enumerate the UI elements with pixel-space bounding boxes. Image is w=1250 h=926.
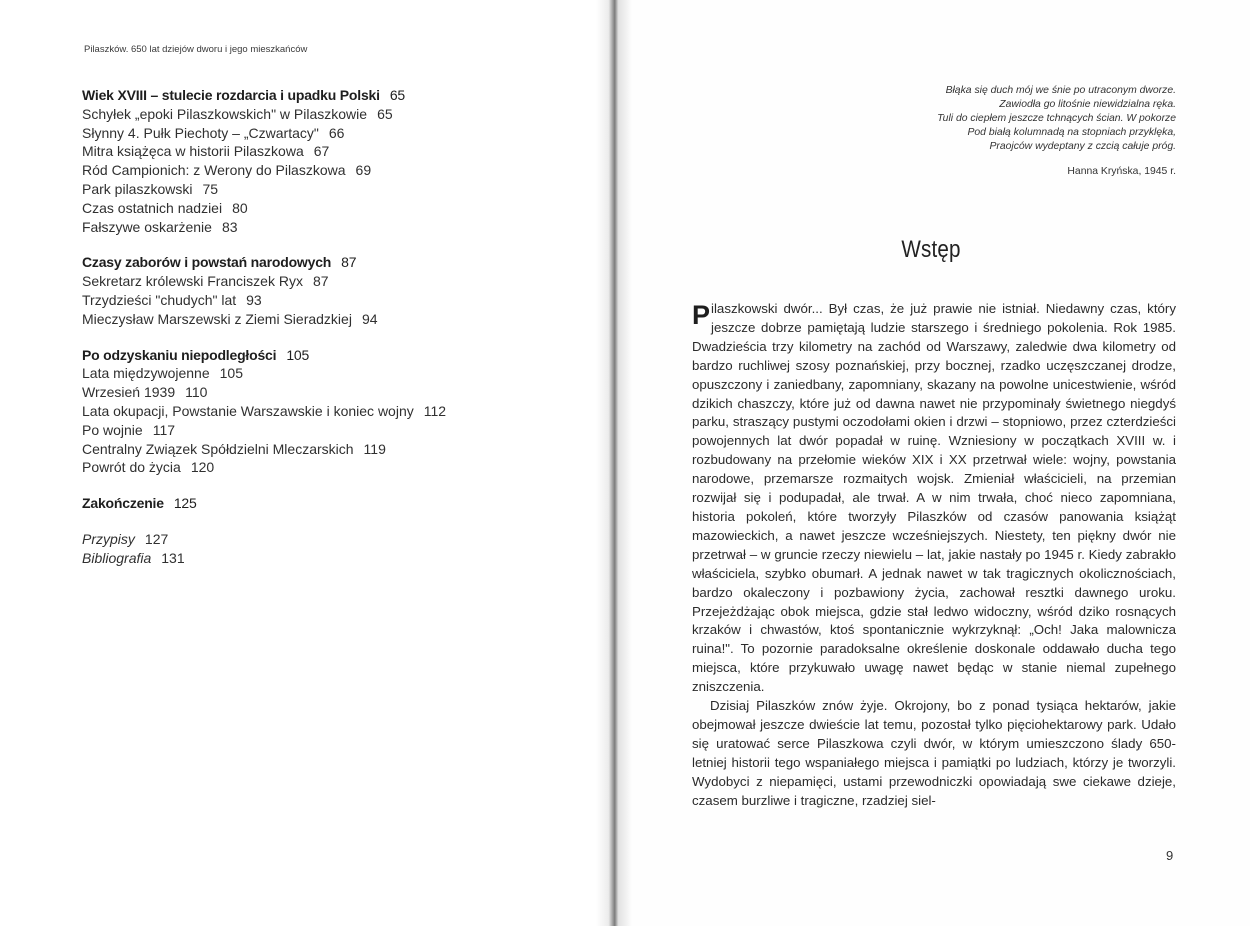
toc-item [82, 383, 582, 402]
toc-item-page: 67 [313, 143, 330, 160]
toc-item [82, 180, 582, 199]
toc-heading-title: Po odzyskaniu niepodległości [82, 346, 277, 363]
toc-item [82, 549, 582, 568]
toc-item [82, 218, 582, 237]
toc-item-page: 131 [161, 549, 185, 566]
book-gutter [596, 0, 632, 926]
page-number: 9 [1166, 848, 1174, 863]
toc-item-page: 80 [232, 199, 248, 216]
toc-item-page: 93 [246, 291, 262, 308]
epigraph-line: Praojców wydeptany z czcią całuje próg. [989, 141, 1176, 152]
toc-heading [82, 494, 582, 513]
toc-item-page: 83 [221, 218, 238, 235]
running-header: Pilaszków. 650 lat dziejów dworu i jego mieszkańców [84, 44, 308, 55]
paragraph: Dzisiaj Pilaszków znów żyje. Okrojony, bo z ponad tysiąca hektarów, jakie obejmował jeszcze dwieście lat temu, pozostał tylko pięciohektarowy park. Udało się uratować serce Pilaszkowa czyli dwór, w którym umieszczono ślady 650-letniej historii tego wspaniałego miejsca i pamiątki po ludziach, którzy je tworzyli. Wydobyci z niepamięci, ustami przewodniczki opowiadają swe ciekawe dzieje, czasem burzliwe i tragiczne, rzadziej siel- [692, 698, 1176, 808]
toc-section [82, 346, 582, 478]
toc-item-page: 66 [328, 124, 345, 141]
toc-section [82, 253, 582, 328]
epigraph-author: Hanna Kryńska, 1945 r. [1067, 166, 1176, 177]
toc-heading [82, 86, 582, 105]
epigraph-line: Błąka się duch mój we śnie po utraconym dworze. [945, 85, 1176, 96]
toc-item [82, 161, 582, 180]
toc-item-title: Przypisy [82, 530, 135, 547]
toc-heading [82, 253, 582, 272]
toc-item-title: Trzydzieści "chudych" lat [82, 291, 237, 308]
epigraph-line: Tuli do ciepłem jeszcze tchnących ścian. W pokorze [937, 113, 1176, 124]
toc-item-title: Wrzesień 1939 [82, 384, 176, 401]
toc-item [82, 291, 582, 310]
paragraph-text: ilaszkowski dwór... Był czas, że już prawie nie istniał. Niedawny czas, który jeszcze dobrze pamiętają ludzie starszego i średniego pokolenia. Rok 1985. Dwadzieścia trzy kilometry na zachód od Warszawy, zaledwie dwa kilometry od bardzo ruchliwej szosy poznańskiej, przy bocznej, rzadko uczęszczanej drodze, opuszczony i zaniedbany, zapomniany, skazany na powolne unicestwienie, wśród dzikich chaszczy, które już od dawna nawet nie przypominały świetnego niegdyś parku, straszący pustymi oczodołami okien i drzwi – stopniowo, przez czterdzieści powojennych lat dwór popadał w ruinę. Wzniesiony w początkach XVIII w. i rozbudowany na przełomie wieków XIX i XX przetrwał wiele: wojny, powstania narodowe, przemarsze rozmaitych wojsk. Zmieniał właścicieli, na przemian rozwijał się i podupadał, ale trwał. A w nim trwała, choć nieco zapomniana, historia pokoleń, które tworzyły Pilaszków od czasów panowania książąt mazowieckich, a nawet jeszcze wcześniejszych. Niestety, ten piękny dwór nie przetrwał – w gruncie rzeczy niewielu – lat, jakie nastały po 1945 r. Kiedy zabrakło właściciela, szybko obumarł. A jednak nawet w tak tragicznych okolicznościach, bardzo okaleczony i pozbawiony życia, zachował resztki dawnego uroku. Przejeżdżając obok miejsca, gdzie stał ledwo widoczny, wśród dziko rosnących krzaków i chwastów, ktoś spontanicznie wykrzyknął: „Och! Jaka malownicza ruina!". To pozornie paradoksalne określenie doskonale oddawało ducha tego miejsca, które przykuwało uwagę nawet będąc w stanie niemal zupełnego zniszczenia. [692, 301, 1176, 695]
toc-item-page: 117 [152, 421, 176, 438]
toc-item-page: 105 [219, 365, 243, 382]
toc-item-title: Mieczysław Marszewski z Ziemi Sieradzkiej [82, 310, 352, 327]
toc-item-title: Centralny Związek Spółdzielni Mleczarskich [82, 440, 354, 457]
toc-item [82, 142, 582, 161]
toc-item-page: 110 [185, 384, 208, 401]
toc-item-page: 75 [202, 180, 219, 197]
drop-cap: P [692, 300, 711, 330]
toc-heading-page: 87 [341, 254, 357, 271]
table-of-contents [82, 86, 582, 585]
toc-item-title: Sekretarz królewski Franciszek Ryx [82, 273, 303, 290]
left-page [0, 0, 612, 926]
toc-item [82, 421, 582, 440]
toc-heading [82, 346, 582, 365]
toc-item-title: Mitra książęca w historii Pilaszkowa [82, 143, 304, 160]
epigraph-line: Pod białą kolumnadą na stopniach przyklęka, [967, 127, 1176, 138]
toc-item-title: Czas ostatnich nadziei [82, 199, 223, 216]
toc-item-page: 69 [355, 162, 372, 179]
toc-item [82, 310, 582, 329]
toc-heading-page: 125 [173, 495, 197, 512]
toc-section [82, 494, 582, 513]
toc-heading-title: Czasy zaborów i powstań narodowych [82, 254, 332, 271]
toc-item-page: 94 [361, 310, 378, 327]
toc-heading-page: 105 [286, 346, 310, 363]
toc-item-title: Ród Campionich: z Werony do Pilaszkowa [82, 162, 346, 179]
toc-item-page: 112 [423, 402, 447, 419]
toc-item [82, 402, 582, 421]
toc-item [82, 364, 582, 383]
paragraph [692, 300, 1176, 697]
toc-item-title: Powrót do życia [82, 459, 181, 476]
toc-item-title: Lata międzywojenne [82, 365, 210, 382]
toc-item [82, 458, 582, 477]
toc-item-page: 119 [363, 440, 386, 457]
toc-item-page: 127 [144, 530, 169, 547]
right-page [612, 0, 1250, 926]
toc-item [82, 440, 582, 459]
toc-item-title: Schyłek „epoki Pilaszkowskich" w Pilaszkowie [82, 105, 368, 122]
toc-heading-title: Wiek XVIII – stulecie rozdarcia i upadku Polski [82, 87, 380, 103]
toc-item [82, 272, 582, 291]
toc-item-title: Po wojnie [82, 421, 143, 438]
epigraph [856, 84, 1176, 154]
toc-item [82, 199, 582, 218]
toc-section [82, 86, 582, 236]
toc-item-page: 120 [190, 459, 215, 476]
toc-item-title: Bibliografia [82, 549, 152, 566]
toc-item-title: Lata okupacji, Powstanie Warszawskie i koniec wojny [82, 402, 414, 419]
toc-heading-page: 65 [389, 87, 405, 103]
toc-item-title: Fałszywe oskarżenie [82, 218, 212, 235]
toc-item-page: 87 [312, 273, 329, 290]
epigraph-line: Zawiodła go litośnie niewidzialna ręka. [999, 99, 1176, 110]
toc-item [82, 105, 582, 124]
toc-item [82, 124, 582, 143]
toc-item-title: Park pilaszkowski [82, 180, 193, 197]
toc-extras [82, 530, 582, 568]
chapter-title: Wstęp [901, 236, 961, 263]
body-text [692, 300, 1176, 810]
toc-heading-title: Zakończenie [82, 495, 164, 512]
toc-item-page: 65 [377, 105, 393, 122]
toc-item-title: Słynny 4. Pułk Piechoty – „Czwartacy" [82, 124, 319, 141]
toc-item [82, 530, 582, 549]
